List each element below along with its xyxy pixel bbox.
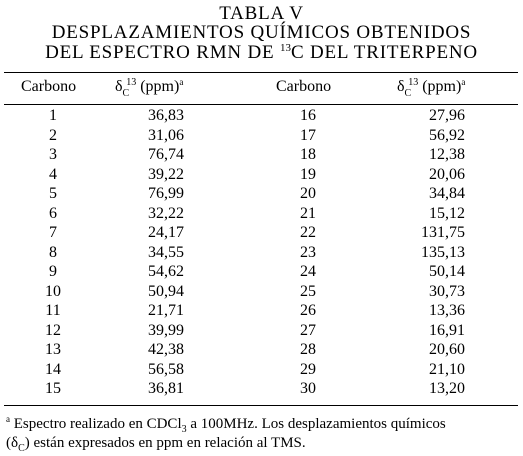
chemical-shift: 16,91 <box>429 321 465 339</box>
carbon-number: 1 <box>49 107 57 124</box>
isotope-superscript: 13 <box>279 42 291 54</box>
table-title-line-1: DESPLAZAMIENTOS QUÍMICOS OBTENIDOS <box>51 22 472 43</box>
carbon-number: 29 <box>300 360 316 378</box>
delta-subscript: C <box>404 88 412 99</box>
carbon-number: 10 <box>45 282 61 300</box>
carbon-number: 17 <box>300 126 316 144</box>
carbon-number: 18 <box>300 146 316 163</box>
carbon-number: 14 <box>45 360 61 378</box>
formula-subscript: 3 <box>181 424 187 435</box>
delta-superscript: 13 <box>126 77 137 88</box>
chemical-shift: 76,74 <box>148 146 184 163</box>
footnote-line-2 <box>6 433 518 455</box>
table-row <box>0 145 523 165</box>
chemical-shift: 13,36 <box>429 302 465 319</box>
carbon-number: 3 <box>49 146 57 163</box>
table-row <box>0 243 523 263</box>
table-row <box>0 204 523 224</box>
chemical-shift: 50,14 <box>429 263 465 280</box>
carbon-number: 8 <box>49 243 57 261</box>
chemical-shift: 21,10 <box>429 360 465 378</box>
chemical-shift: 39,22 <box>148 165 184 183</box>
chemical-shift: 42,38 <box>148 341 184 358</box>
chemical-shift: 56,92 <box>429 126 465 144</box>
delta-subscript: C <box>18 443 25 454</box>
carbon-number: 5 <box>49 185 57 202</box>
table-row <box>0 379 523 399</box>
chemical-shift: 20,60 <box>429 341 465 358</box>
top-rule <box>4 72 518 73</box>
carbon-number: 2 <box>49 126 57 144</box>
table-row <box>0 282 523 302</box>
footnote-mark: a <box>6 414 10 424</box>
chemical-shift: 31,06 <box>148 126 184 144</box>
chemical-shift: 56,58 <box>148 360 184 378</box>
carbon-number: 13 <box>45 341 61 358</box>
chemical-shift: 13,20 <box>429 380 465 397</box>
table-row <box>0 340 523 360</box>
table-number: TABLA V <box>219 3 304 24</box>
chemical-shift: 36,81 <box>148 380 184 397</box>
carbon-number: 15 <box>45 380 61 397</box>
carbon-number: 27 <box>300 321 316 339</box>
chemical-shift: 54,62 <box>148 263 184 280</box>
header-carbon-right: Carbono <box>276 78 332 95</box>
table-row <box>0 223 523 243</box>
header-shift-left <box>115 76 183 100</box>
chemical-shift: 39,99 <box>148 321 184 339</box>
footnote-mark: a <box>461 77 466 87</box>
footnote-text: Espectro realizado en CDCl <box>10 416 182 432</box>
carbon-number: 7 <box>49 224 57 241</box>
carbon-number: 22 <box>300 224 316 241</box>
carbon-number: 9 <box>49 263 57 280</box>
delta-symbol: δ <box>397 78 405 95</box>
carbon-number: 26 <box>300 302 316 319</box>
chemical-shift: 24,17 <box>148 224 184 241</box>
footnote-mark: a <box>179 77 184 87</box>
table-row <box>0 106 523 126</box>
carbon-number: 6 <box>49 204 57 222</box>
delta-superscript: 13 <box>408 77 419 88</box>
carbon-number: 24 <box>300 263 316 280</box>
chemical-shift: 131,75 <box>421 224 465 241</box>
chemical-shift: 34,55 <box>148 243 184 261</box>
carbon-number: 16 <box>300 107 316 124</box>
header-rule <box>4 104 518 105</box>
chemical-shift: 21,71 <box>148 302 184 319</box>
chemical-shift: 36,83 <box>148 107 184 124</box>
carbon-number: 28 <box>300 341 316 358</box>
table-title-line-2 <box>0 42 523 66</box>
carbon-number: 11 <box>45 302 61 319</box>
footnote-text: ) están expresados en ppm en relación al TMS. <box>24 435 306 451</box>
table-body <box>0 106 523 399</box>
chemical-shift: 27,96 <box>429 107 465 124</box>
carbon-number: 30 <box>300 380 316 397</box>
title-text-pre: DEL ESPECTRO RMN DE <box>45 42 280 63</box>
carbon-number: 25 <box>300 282 316 300</box>
footnote-text: a 100MHz. Los desplazamientos químicos <box>186 416 446 432</box>
table-row <box>0 321 523 341</box>
chemical-shift: 135,13 <box>421 243 465 261</box>
carbon-number: 4 <box>49 165 57 183</box>
carbon-number: 12 <box>45 321 61 339</box>
header-shift-right <box>397 76 465 100</box>
chemical-shift: 20,06 <box>429 165 465 183</box>
chemical-shift: 50,94 <box>148 282 184 300</box>
table-row <box>0 184 523 204</box>
carbon-number: 21 <box>300 204 316 222</box>
table-row <box>0 262 523 282</box>
table-row <box>0 126 523 146</box>
bottom-rule <box>4 405 518 406</box>
delta-symbol: δ <box>115 78 123 95</box>
title-text-post: C DEL TRITERPENO <box>290 42 478 63</box>
chemical-shift: 32,22 <box>148 204 184 222</box>
delta-subscript: C <box>122 88 130 99</box>
carbon-number: 19 <box>300 165 316 183</box>
header-carbon-left: Carbono <box>21 78 77 95</box>
table-row <box>0 360 523 380</box>
carbon-number: 20 <box>300 185 316 202</box>
chemical-shift: 34,84 <box>429 185 465 202</box>
chemical-shift: 76,99 <box>148 185 184 202</box>
chemical-shift: 15,12 <box>429 204 465 222</box>
footnote-text: (δ <box>6 435 19 451</box>
chemical-shift: 30,73 <box>429 282 465 300</box>
carbon-number: 23 <box>300 243 316 261</box>
table-row <box>0 165 523 185</box>
delta-unit: (ppm) <box>418 78 462 95</box>
chemical-shift: 12,38 <box>429 146 465 163</box>
table-row <box>0 301 523 321</box>
delta-unit: (ppm) <box>136 78 180 95</box>
